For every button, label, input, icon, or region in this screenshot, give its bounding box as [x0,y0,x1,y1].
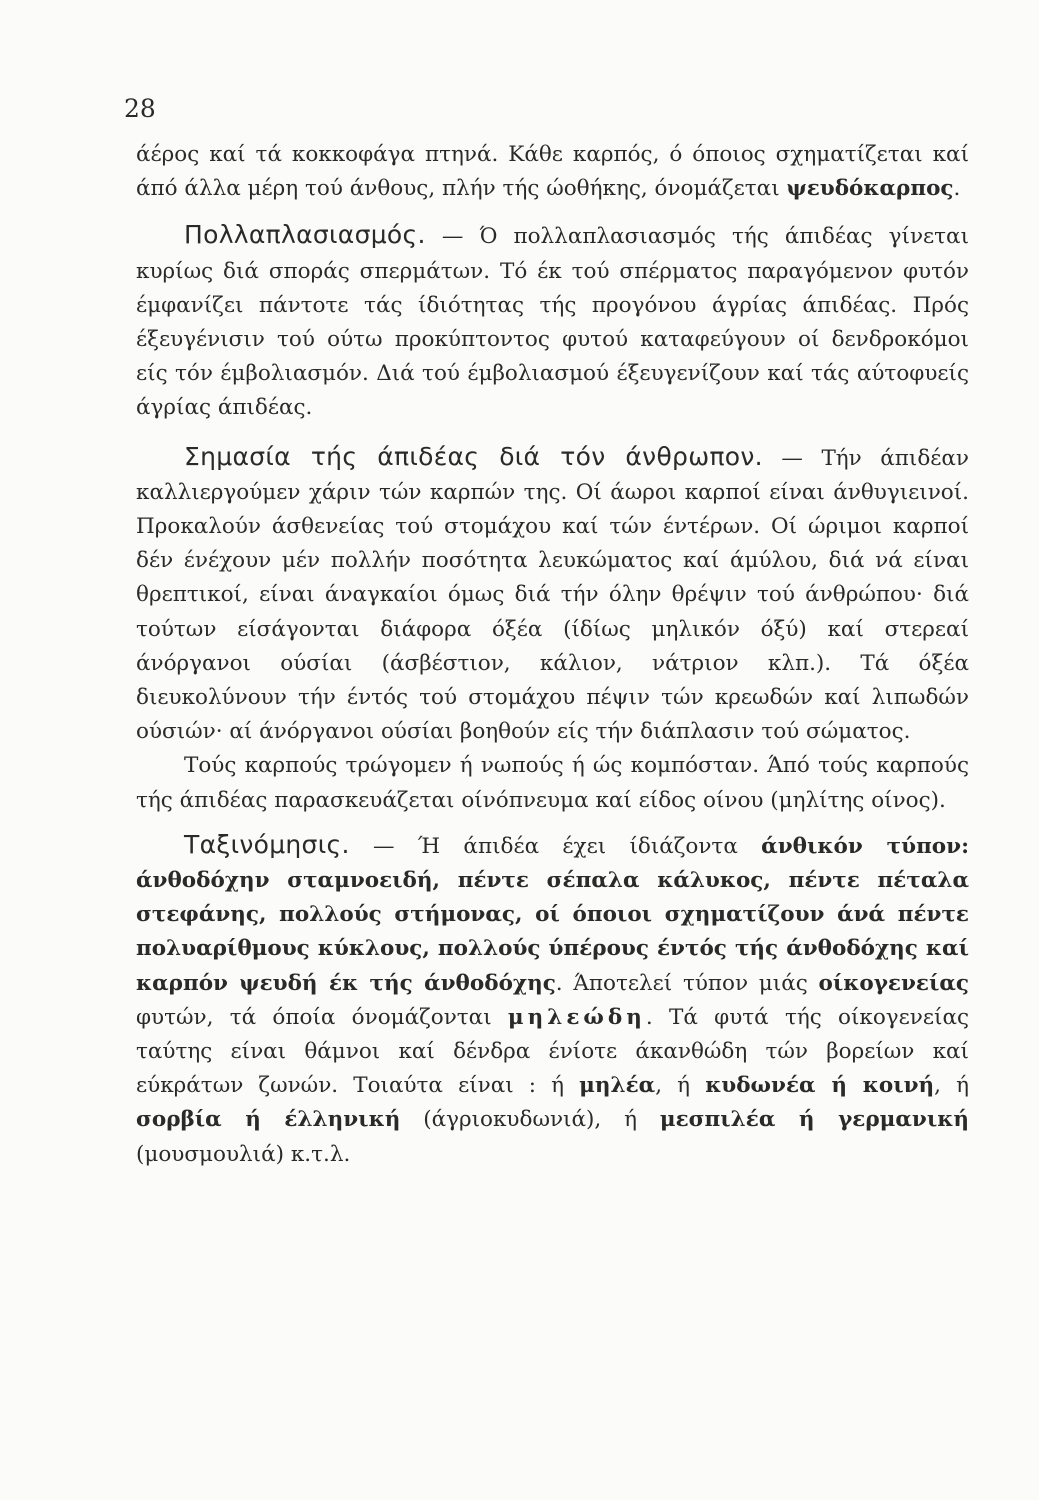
page-body [136,138,969,1172]
page-number: 28 [124,94,156,123]
heading-dash: — [762,445,822,471]
section-text: Ή άπιδέα έχει ίδιάζοντα [417,833,762,859]
section-text: (άγριοκυδωνιά), ή [400,1107,660,1133]
section-text: . Άποτελεί τύπον μιάς [555,970,819,996]
section-text: φυτών, τά όποία όνομάζονται [136,1004,508,1030]
term-family: οίκογενείας [818,970,970,996]
section-text: Τήν άπιδέαν καλλιεργούμεν χάριν τών καρπών της. Οί άωροι καρποί είναι άνθυγιεινοί. Προκαλούν άσθενείας τού στομάχου καί τών έντέρων. Οί ώριμοι καρποί δέν ένέχουν μέν πολλήν ποσότητα λευκώματος καί άμύλου, διά νά είναι θρεπτικοί, είναι άναγκαίοι όμως διά τήν όλην θρέψιν τού άνθρώπου· διά τούτων είσάγονται διάφορα όξέα (ίδίως μηλικόν όξύ) καί στερεαί άνόργανοι ούσίαι (άσβέστιον, κάλιον, νάτριον κλπ.). Τά όξέα διευκολύνουν τήν έντός τού στομάχου πέψιν τών κρεωδών καί λιπωδών ούσιών· αί άνόργανοι ούσίαι βοηθούν είς τήν διάπλασιν τού σώματος. [136,445,969,745]
term-floral-type: άνθικόν τύπον: άνθοδόχην σταμνοειδή, πέντε σέπαλα κάλυκος, πέντε πέταλα στεφάνης, πολλούς στήμονας, οί όποιοι σχηματίζουν άνά πέντε πολυαρίθμους κύκλους, πολλούς ύπέρους έντός τής άνθοδόχης καί καρπόν ψευδή έκ τής άνθοδόχης [136,833,969,996]
term-quince: κυδωνέα ή κοινή [705,1073,935,1099]
paragraph-text: άέρος καί τά κοκκοφάγα πτηνά. Κάθε καρπός, ό όποιος σχηματίζεται καί άπό άλλα μέρη τού άνθους, πλήν τής ώοθήκης, όνομάζεται [136,142,969,202]
paragraph-uses: Τούς καρπούς τρώγομεν ή νωπούς ή ώς κομπόσταν. Άπό τούς καρπούς τής άπιδέας παρασκευάζεται οίνόπνευμα καί είδος οίνου (μηλίτης οίνος). [136,753,969,813]
section-text: Ό πολλαπλασιασμός τής άπιδέας γίνεται κυρίως διά σποράς σπερμάτων. Τό έκ τού σπέρματος παραγόμενον φυτόν έμφανίζει πάντοτε τάς ίδιότητας τής προγόνου άγρίας άπιδέας. Πρός έξευγένισιν τού ούτω προκύπτοντος φυτού καταφεύγουν οί δενδροκόμοι είς τόν έμβολιασμόν. Διά τού έμβολιασμού έξευγενίζουν καί τάς αύτοφυείς άγρίας άπιδέας. [136,224,969,421]
section-text: , ή [655,1073,706,1099]
term-medlar: μεσπιλέα ή γερμανική [659,1107,969,1133]
term-service-tree: σορβία ή έλληνική [136,1107,401,1133]
section-text: , ή [934,1073,969,1099]
heading-dash: — [349,833,418,859]
section-text: . Τά φυτά τής οίκογενείας ταύτης είναι θάμνοι καί δένδρα ένίοτε άκανθώδη τών βορείων καί εύκράτων ζωνών. Τοιαύτα είναι : ή [136,1004,969,1099]
paragraph-text: . [953,176,961,202]
section-importance [136,440,969,750]
paragraph-continuation [136,138,969,206]
section-heading-classification: Ταξινόμησις. [184,829,350,859]
section-heading-importance: Σημασία τής άπιδέας διά τόν άνθρωπον. [184,441,763,471]
section-text: (μουσμουλιά) κ.τ.λ. [136,1141,351,1167]
section-propagation [136,218,969,425]
term-apple: μηλέα [579,1073,656,1099]
term-pseudocarp: ψευδόκαρπος [786,176,954,202]
section-heading-propagation: Πολλαπλασιασμός. [184,220,426,250]
section-classification [136,828,969,1172]
term-pomaceae: μηλεώδη [507,1004,646,1030]
heading-dash: — [425,224,480,250]
